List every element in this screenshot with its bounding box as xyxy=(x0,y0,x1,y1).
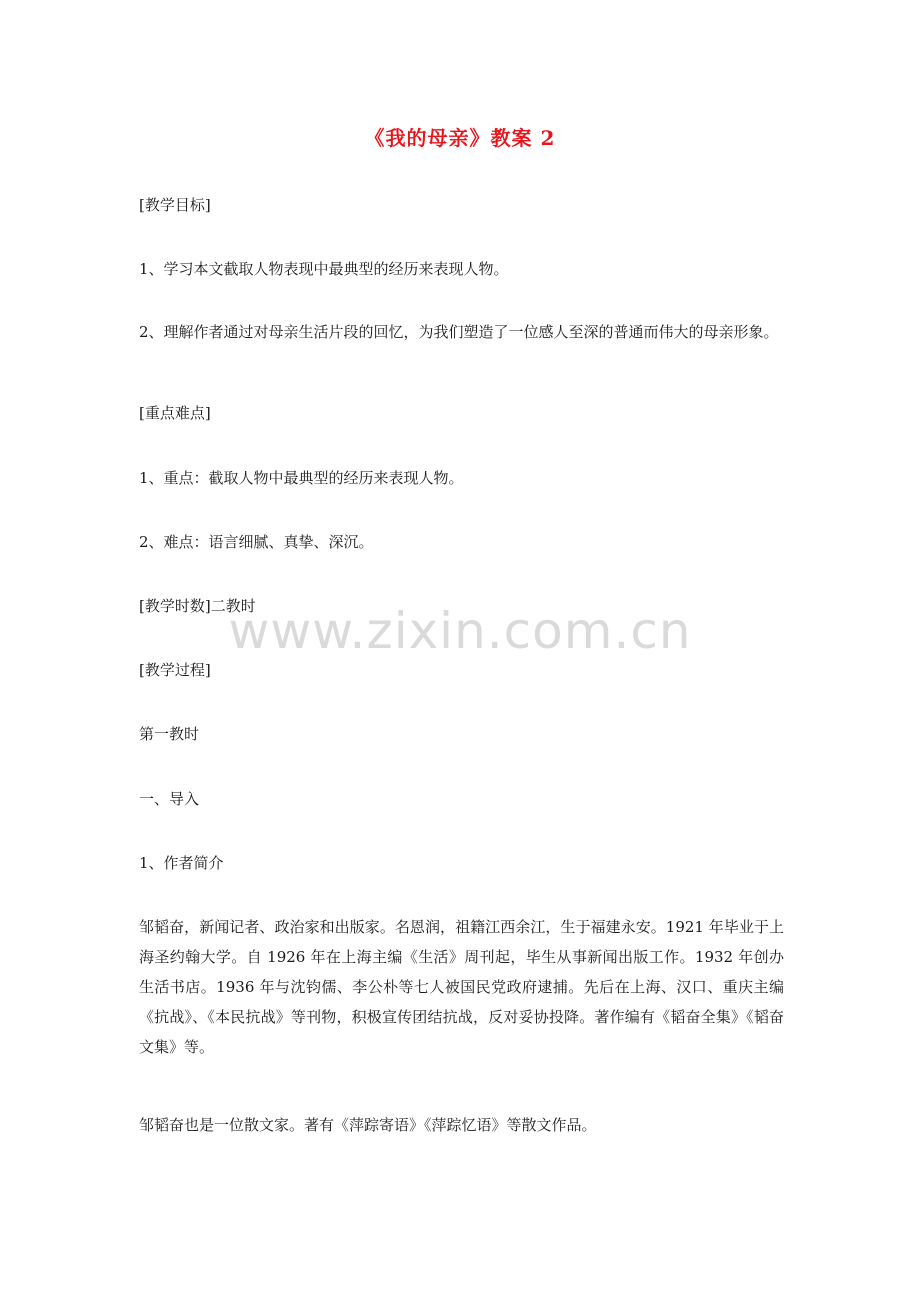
watermark: www.zixin.com.cn xyxy=(228,602,692,660)
document-title: 《我的母亲》教案 2 xyxy=(364,126,556,150)
teaching-hours: [教学时数]二教时 xyxy=(139,597,256,615)
focus-item-2: 2、难点：语言细腻、真挚、深沉。 xyxy=(139,533,374,551)
goal-item-2: 2、理解作者通过对母亲生活片段的回忆，为我们塑造了一位感人至深的普通而伟大的母亲形象。 xyxy=(139,323,779,341)
goals-heading: [教学目标] xyxy=(139,196,211,214)
author-intro-heading: 1、作者简介 xyxy=(139,854,224,872)
author-bio-paragraph: 邹韬奋，新闻记者、政治家和出版家。名恩润，祖籍江西余江，生于福建永安。1921 年毕业于上海圣约翰大学。自 1926 年在上海主编《生活》周刊起，毕生从事新闻出版工作。1932 年创办生活书店。1936 年与沈钧儒、李公朴等七人被国民党政府逮捕。先后在上海、汉口、重庆主编《抗战》、《本民抗战》等刊物，积极宣传团结抗战，反对妥协投降。著作编有《韬奋全集》《韬奋文集》等。 xyxy=(139,918,784,1056)
intro-heading: 一、导入 xyxy=(139,790,200,808)
goal-item-1: 1、学习本文截取人物表现中最典型的经历来表现人物。 xyxy=(139,260,509,278)
first-period-label: 第一教时 xyxy=(139,725,200,743)
focus-item-1: 1、重点：截取人物中最典型的经历来表现人物。 xyxy=(139,469,464,487)
focus-heading: [重点难点] xyxy=(139,404,211,422)
process-heading: [教学过程] xyxy=(139,661,211,679)
essay-works-line: 邹韬奋也是一位散文家。著有《萍踪寄语》《萍踪忆语》等散文作品。 xyxy=(139,1116,597,1134)
